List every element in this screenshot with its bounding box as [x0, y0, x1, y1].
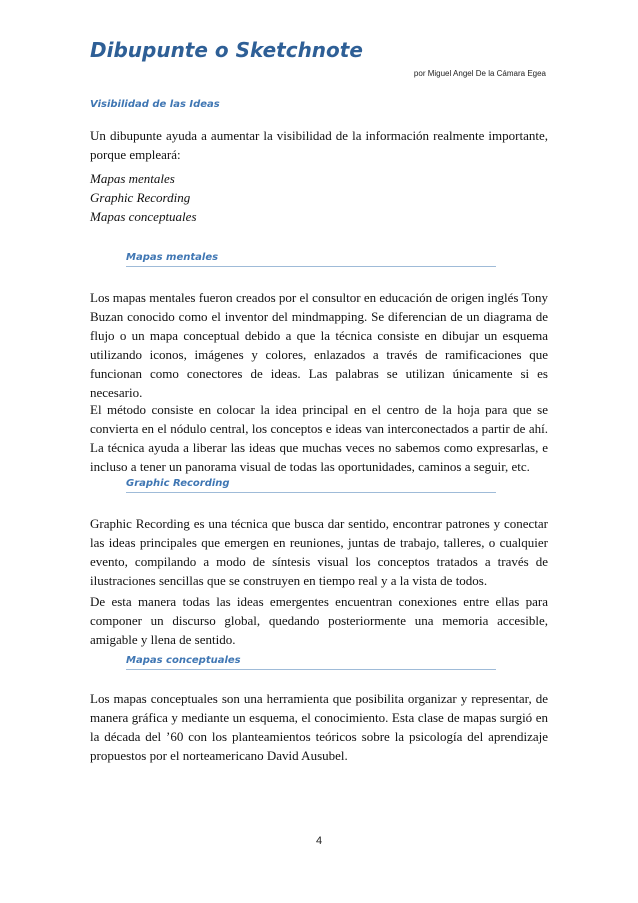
subheading-graphic-recording: Graphic Recording: [126, 478, 496, 493]
author-line: por Miguel Angel De la Cámara Egea: [413, 69, 546, 78]
subheading-mapas-conceptuales: Mapas conceptuales: [126, 655, 496, 670]
paragraph: El método consiste en colocar la idea principal en el centro de la hoja para que se convierta en el nódulo central, los conceptos e ideas van interconectados a partir de ahí. La técnica ayuda a liberar las ideas que muchas veces no sabemos como expresarlas, e incluso a tener un panorama visual de todas las oportunidades, caminos a seguir, etc.: [90, 402, 548, 474]
section-heading: Visibilidad de las Ideas: [90, 99, 220, 110]
subheading-mapas-mentales: Mapas mentales: [126, 252, 496, 267]
paragraph: Los mapas mentales fueron creados por el consultor en educación de origen inglés Tony Buzan conocido como el inventor del mindmapping. Se diferencian de un diagrama de flujo o un mapa conceptual debido a que la técnica consiste en dibujar un esquema utilizando iconos, imágenes y colores, enlazados a través de ramificaciones que funcionan como conectores de ideas. Las palabras se utilizan únicamente si es necesario.: [90, 290, 548, 400]
paragraph: Los mapas conceptuales son una herramienta que posibilita organizar y representar, de manera gráfica y mediante un esquema, el conocimiento. Esta clase de mapas surgió en la década del ’60 con los planteamientos teóricos sobre la psicología del aprendizaje propuestos por el norteamericano David Ausubel.: [90, 691, 548, 763]
list-item: Graphic Recording: [90, 190, 191, 205]
list-item: Mapas conceptuales: [90, 209, 197, 224]
paragraph: De esta manera todas las ideas emergentes encuentran conexiones entre ellas para componer un discurso global, quedando posteriormente una memoria accesible, amigable y llena de sentido.: [90, 594, 548, 647]
list-item: Mapas mentales: [90, 171, 175, 186]
page-number: 4: [315, 835, 323, 847]
paragraph: Graphic Recording es una técnica que busca dar sentido, encontrar patrones y conectar las ideas principales que emergen en reuniones, juntas de trabajo, talleres, o cualquier evento, compilando a modo de síntesis visual los conceptos tratados a través de ilustraciones sencillas que se construyen en tiempo real y a la vista de todos.: [90, 516, 548, 588]
document-title: Dibupunte o Sketchnote: [90, 38, 363, 62]
intro-paragraph: Un dibupunte ayuda a aumentar la visibilidad de la información realmente importante, porque empleará:: [90, 128, 548, 162]
